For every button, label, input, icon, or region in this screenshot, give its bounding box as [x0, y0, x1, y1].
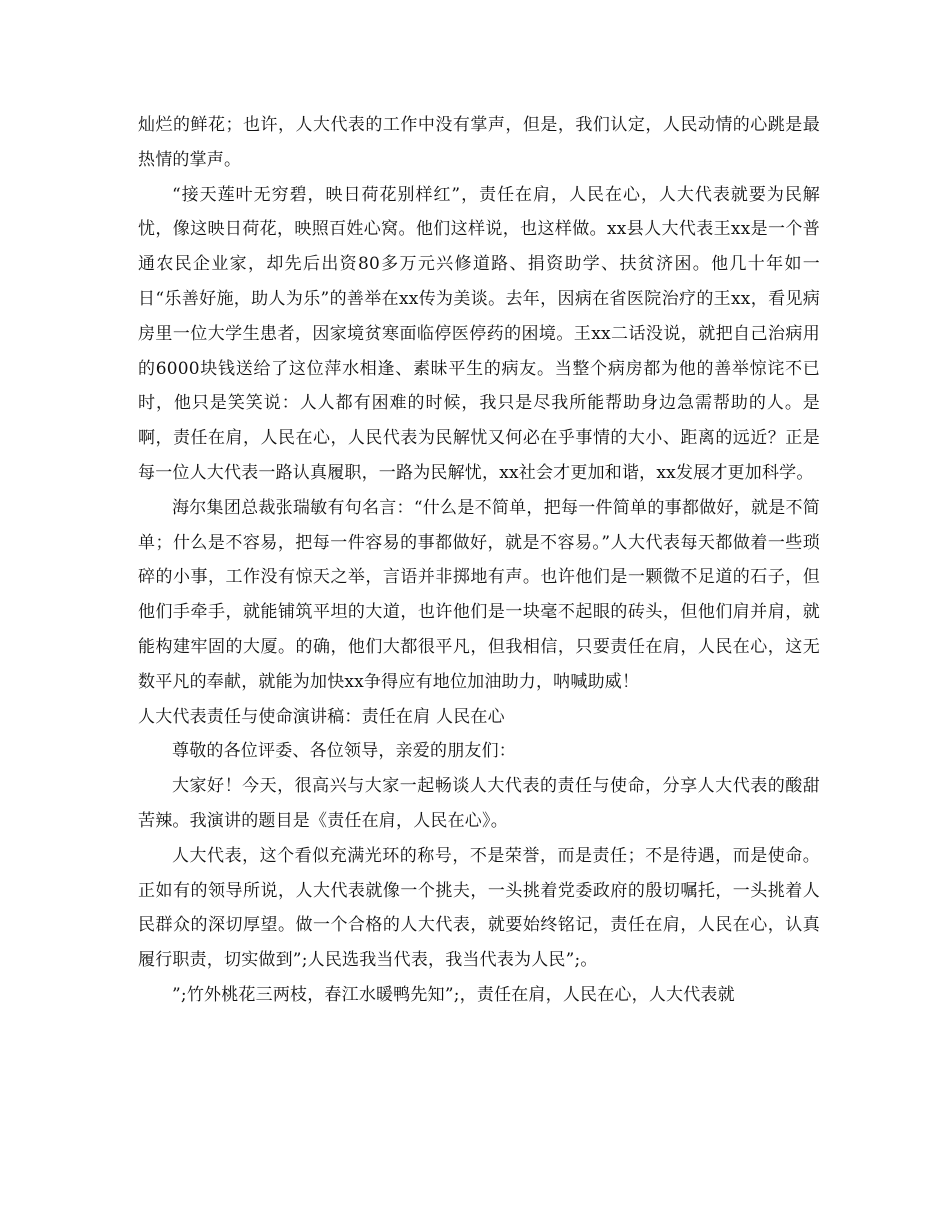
section-title: 人大代表责任与使命演讲稿：责任在肩 人民在心	[138, 706, 505, 727]
paragraph-lotus-poem: “接天莲叶无穷碧，映日荷花别样红”，责任在肩，人民在心，人大代表就要为民解忧，像这映日荷花，映照百姓心窝。他们这样说，也这样做。xx县人大代表王xx是一个普通农民企业家，却先后出资80多万元兴修道路、捐资助学、扶贫济困。他几十年如一日“乐善好施，助人为乐”的善举在xx传为美谈。去年，因病在省医院治疗的王xx，看见病房里一位大学生患者，因家境贫寒面临停医停药的困境。王xx二话没说，就把自己治病用的6000块钱送给了这位萍水相逢、素昧平生的病友。当整个病房都为他的善举惊诧不已时，他只是笑笑说：人人都有困难的时候，我只是尽我所能帮助身边急需帮助的人。是啊，责任在肩，人民在心，人民代表为民解忧又何必在乎事情的大小、距离的远近？正是每一位人大代表一路认真履职，一路为民解忧，xx社会才更加和谐，xx发展才更加科学。	[138, 184, 820, 483]
paragraph-bamboo-poem: ”;竹外桃花三两枝，春江水暖鸭先知”;，责任在肩，人民在心，人大代表就	[172, 984, 735, 1005]
paragraph-continuation: 灿烂的鲜花；也许，人大代表的工作中没有掌声，但是，我们认定，人民动情的心跳是最热情的掌声。	[138, 115, 820, 170]
paragraph-definition: 人大代表，这个看似充满光环的称号，不是荣誉，而是责任；不是待遇，而是使命。正如有的领导所说，人大代表就像一个挑夫，一头挑着党委政府的殷切嘱托，一头挑着人民群众的深切厚望。做一个合格的人大代表，就要始终铭记，责任在肩，人民在心，认真履行职责，切实做到”;人民选我当代表，我当代表为人民”;。	[138, 845, 820, 971]
paragraph-greeting: 大家好！今天，很高兴与大家一起畅谈人大代表的责任与使命，分享人大代表的酸甜苦辣。我演讲的题目是《责任在肩，人民在心》。	[138, 776, 820, 831]
paragraph-haier-quote: 海尔集团总裁张瑞敏有句名言：“什么是不简单，把每一件简单的事都做好，就是不简单；什么是不容易，把每一件容易的事都做好，就是不容易。”人大代表每天都做着一些琐碎的小事，工作没有惊天之举，言语并非掷地有声。也许他们是一颗微不足道的石子，但他们手牵手，就能铺筑平坦的大道，也许他们是一块毫不起眼的砖头，但他们肩并肩，就能构建牢固的大厦。的确，他们大都很平凡，但我相信，只要责任在肩，人民在心，这无数平凡的奉献，就能为加快xx争得应有地位加油助力，呐喊助威！	[138, 497, 820, 692]
paragraph-salutation: 尊敬的各位评委、各位领导，亲爱的朋友们：	[172, 741, 516, 762]
document-body	[138, 108, 820, 1013]
